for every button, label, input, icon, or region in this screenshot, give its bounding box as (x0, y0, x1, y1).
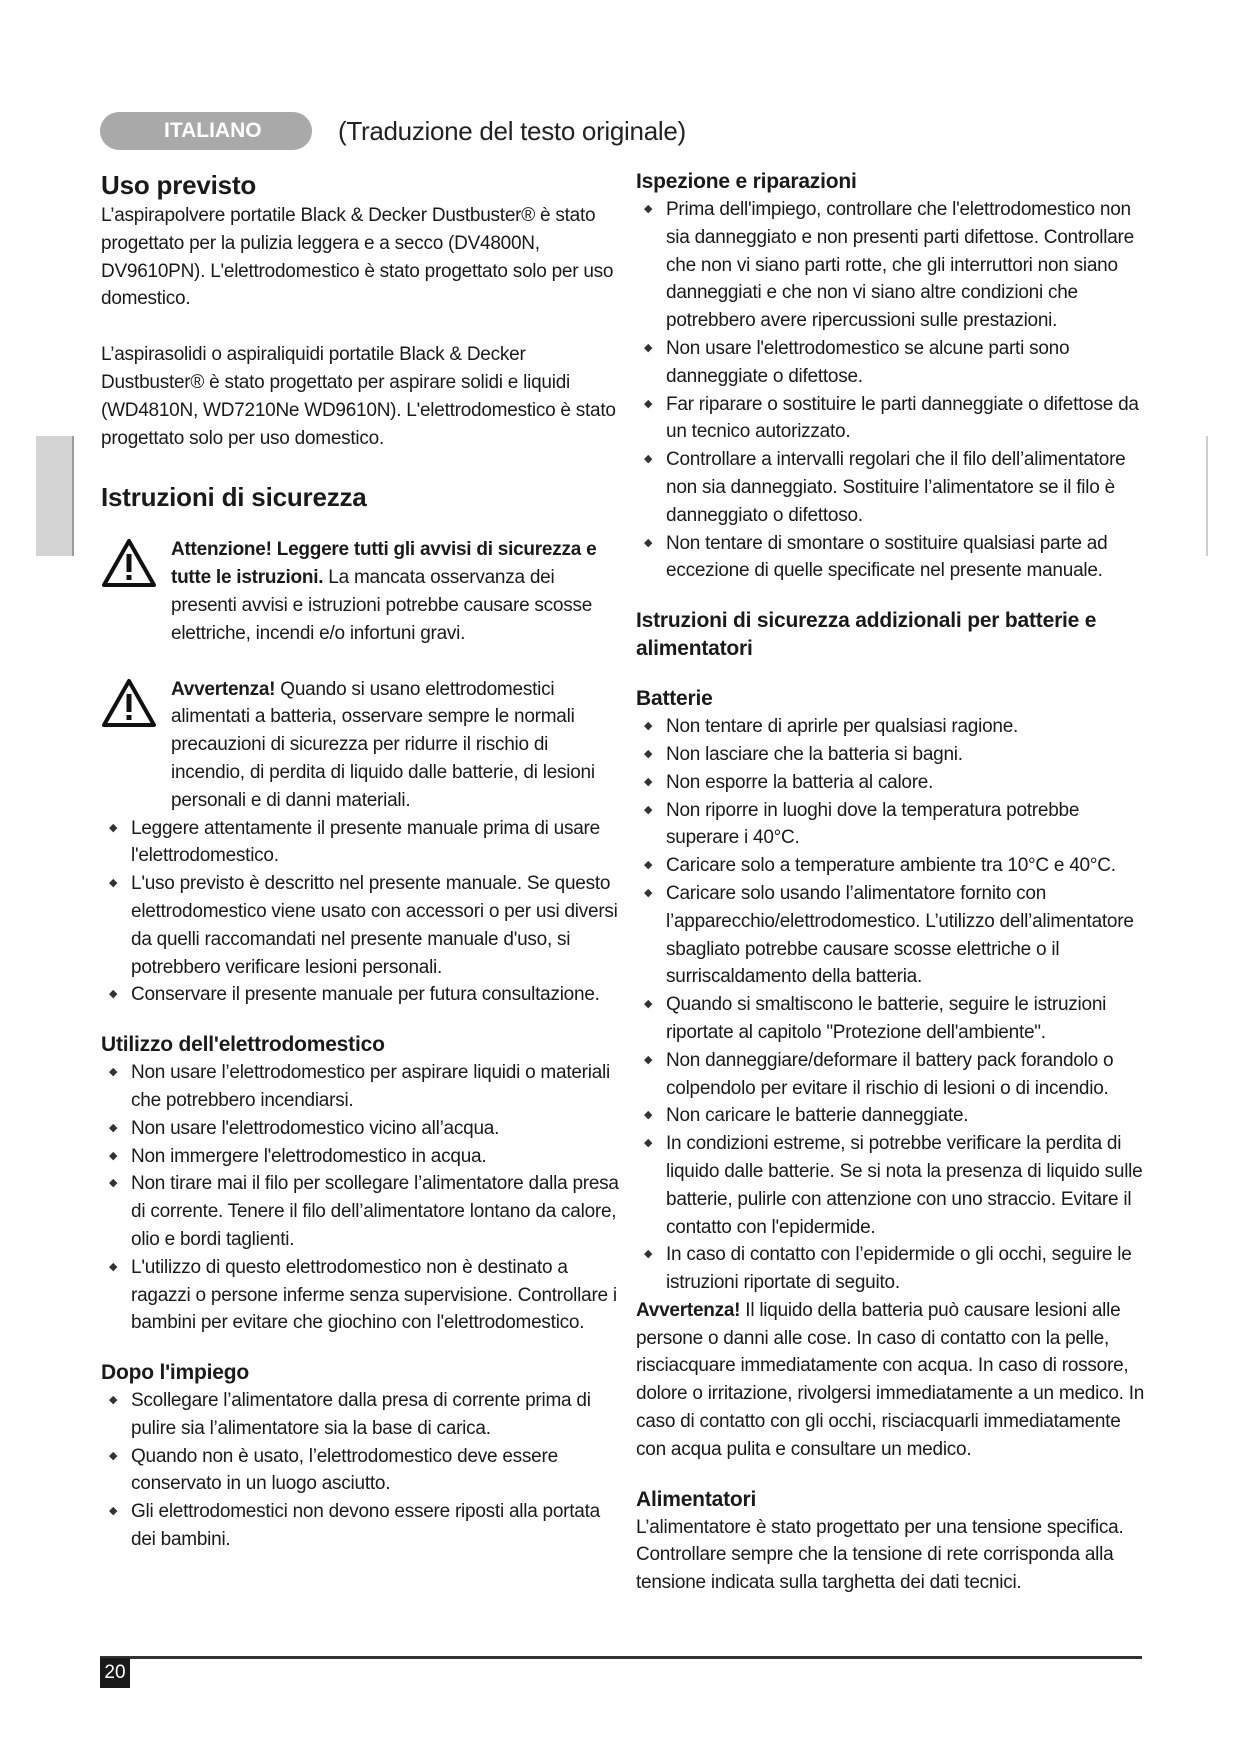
list-item: ◆ Non tentare di aprirle per qualsiasi ragione. (636, 713, 1154, 741)
list-item: ◆ In caso di contatto con l’epidermide o gli occhi, seguire le istruzioni riportate di seguito. (636, 1241, 1154, 1297)
warning-1-rest: La mancata osservanza dei presenti avvisi e istruzioni potrebbe causare scosse elettriche, incendi e/o infortuni gravi. (171, 567, 593, 644)
list-item: ◆ Non tirare mai il filo per scollegare l’alimentatore dalla presa di corrente. Tenere il filo dell’alimentatore lontano da calore, olio e bordi taglienti. (101, 1170, 619, 1253)
list-item: ◆ Non caricare le batterie danneggiate. (636, 1102, 1154, 1130)
battery-liquid-warning (636, 1297, 1154, 1464)
list-item: ◆ Quando si smaltiscono le batterie, seguire le istruzioni riportate al capitolo "Protezione dell'ambiente". (636, 991, 1154, 1047)
warning-2-text (171, 676, 619, 815)
avvertenza-rest: Il liquido della batteria può causare lesioni alle persone o danni alle cose. In caso di contatto con la pelle, risciacquare immediatamente con acqua. In caso di rossore, dolore o irritazione, rivolgersi immediatamente a un medico. In caso di contatto con gli occhi, risciacquarli immediatamente con acqua pulita e consultare un medico. (636, 1299, 1145, 1460)
translation-note: (Traduzione del testo originale) (338, 116, 686, 146)
warning-triangle-icon (101, 538, 157, 588)
list-item: ◆ Prima dell'impiego, controllare che l'elettrodomestico non sia danneggiato e non presenti parti difettose. Controllare che non vi siano parti rotte, che gli interruttori non siano danneggiati e che non vi siano altre condizioni che potrebbero avere ripercussioni sulle prestazioni. (636, 196, 1154, 335)
list-item: ◆ Conservare il presente manuale per futura consultazione. (101, 981, 619, 1009)
section-title-batterie: Batterie (636, 687, 713, 711)
language-badge: ITALIANO (100, 112, 312, 150)
list-item: ◆ Non lasciare che la batteria si bagni. (636, 741, 1154, 769)
list-item: ◆ Non riporre in luoghi dove la temperatura potrebbe superare i 40°C. (636, 797, 1154, 853)
list-item: ◆ Non esporre la batteria al calore. (636, 769, 1154, 797)
list-item: ◆ Leggere attentamente il presente manuale prima di usare l'elettrodomestico. (101, 815, 619, 871)
list-item: ◆ Quando non è usato, l’elettrodomestico deve essere conservato in un luogo asciutto. (101, 1443, 619, 1499)
section-title-alimentatori: Alimentatori (636, 1487, 757, 1511)
page-edge-mark (1206, 436, 1208, 556)
page-number: 20 (100, 1658, 130, 1688)
list-item: ◆ Non usare l'elettrodomestico se alcune parti sono danneggiate o difettose. (636, 335, 1154, 391)
footer-rule (100, 1656, 1142, 1659)
left-column (101, 168, 619, 1554)
batterie-list (636, 713, 1154, 1297)
list-item: ◆ Non immergere l'elettrodomestico in acqua. (101, 1143, 619, 1171)
uso-previsto-paragraph-2: L’aspirasolidi o aspiraliquidi portatile Black & Decker Dustbuster® è stato progettato per aspirare solidi e liquidi (WD4810N, WD7210Ne WD9610N). L'elettrodomestico è stato progettato solo per uso domestico. (101, 344, 616, 449)
list-item: ◆ Non usare l’elettrodomestico per aspirare liquidi o materiali che potrebbero incendiarsi. (101, 1059, 619, 1115)
warning-triangle-icon (101, 678, 157, 728)
section-title-utilizzo: Utilizzo dell'elettrodomestico (101, 1033, 385, 1057)
list-item: ◆ Caricare solo a temperature ambiente tra 10°C e 40°C. (636, 852, 1154, 880)
right-column (636, 168, 1154, 1597)
section-title-sicurezza: Istruzioni di sicurezza (101, 482, 367, 513)
list-item: ◆ Non usare l'elettrodomestico vicino all’acqua. (101, 1115, 619, 1143)
list-item: ◆ Gli elettrodomestici non devono essere riposti alla portata dei bambini. (101, 1498, 619, 1554)
sicurezza-list (101, 815, 619, 1010)
utilizzo-list (101, 1059, 619, 1337)
warning-2-bold: Avvertenza! (171, 678, 276, 700)
list-item: ◆ Scollegare l’alimentatore dalla presa di corrente prima di pulire sia l’alimentatore sia la base di carica. (101, 1387, 619, 1443)
section-title-addizionali: Istruzioni di sicurezza addizionali per batterie e alimentatori (636, 609, 1097, 661)
dopo-list (101, 1387, 619, 1554)
warning-2-rest: Quando si usano elettrodomestici alimentati a batteria, osservare sempre le normali precauzioni di sicurezza per ridurre il rischio di incendio, di perdita di liquido dalle batterie, di lesioni personali e di danni materiali. (171, 678, 595, 811)
language-side-tab (36, 436, 74, 556)
warning-block-1 (101, 536, 619, 647)
section-title-dopo: Dopo l'impiego (101, 1361, 250, 1385)
list-item: ◆ Non danneggiare/deformare il battery pack forandolo o colpendolo per evitare il rischio di lesioni o di incendio. (636, 1047, 1154, 1103)
list-item: ◆ Caricare solo usando l’alimentatore fornito con l’apparecchio/elettrodomestico. L’utilizzo dell’alimentatore sbagliato potrebbe causare scosse elettriche o il surriscaldamento della batteria. (636, 880, 1154, 991)
section-title-ispezione: Ispezione e riparazioni (636, 170, 857, 193)
list-item: ◆ L'uso previsto è descritto nel presente manuale. Se questo elettrodomestico viene usato con accessori o per usi diversi da quelli raccomandati nel presente manuale d'uso, si potrebbero verificare lesioni personali. (101, 870, 619, 981)
list-item: ◆ In condizioni estreme, si potrebbe verificare la perdita di liquido dalle batterie. Se si nota la presenza di liquido sulle batterie, pulirle con attenzione con uno straccio. Evitare il contatto con l'epidermide. (636, 1130, 1154, 1241)
avvertenza-bold: Avvertenza! (636, 1299, 741, 1321)
list-item: ◆ Controllare a intervalli regolari che il filo dell’alimentatore non sia danneggiato. Sostituire l’alimentatore se il filo è danneggiato o difettoso. (636, 446, 1154, 529)
list-item: ◆ L'utilizzo di questo elettrodomestico non è destinato a ragazzi o persone inferme senza supervisione. Controllare i bambini per evitare che giochino con l'elettrodomestico. (101, 1254, 619, 1337)
warning-block-2 (101, 676, 619, 815)
list-item: ◆ Far riparare o sostituire le parti danneggiate o difettose da un tecnico autorizzato. (636, 391, 1154, 447)
ispezione-list (636, 196, 1154, 585)
section-title-uso-previsto: Uso previsto (101, 170, 257, 200)
alimentatori-paragraph: L’alimentatore è stato progettato per una tensione specifica. Controllare sempre che la tensione di rete corrisponda alla tensione indicata sulla targhetta dei dati tecnici. (636, 1516, 1124, 1594)
warning-1-bold: Attenzione! Leggere tutti gli avvisi di sicurezza e tutte le istruzioni. (171, 539, 597, 589)
warning-1-text (171, 536, 619, 647)
list-item: ◆ Non tentare di smontare o sostituire qualsiasi parte ad eccezione di quelle specificate nel presente manuale. (636, 530, 1154, 586)
uso-previsto-paragraph-1: L’aspirapolvere portatile Black & Decker Dustbuster® è stato progettato per la pulizia leggera e a secco (DV4800N, DV9610PN). L'elettrodomestico è stato progettato solo per uso domestico. (101, 205, 614, 310)
